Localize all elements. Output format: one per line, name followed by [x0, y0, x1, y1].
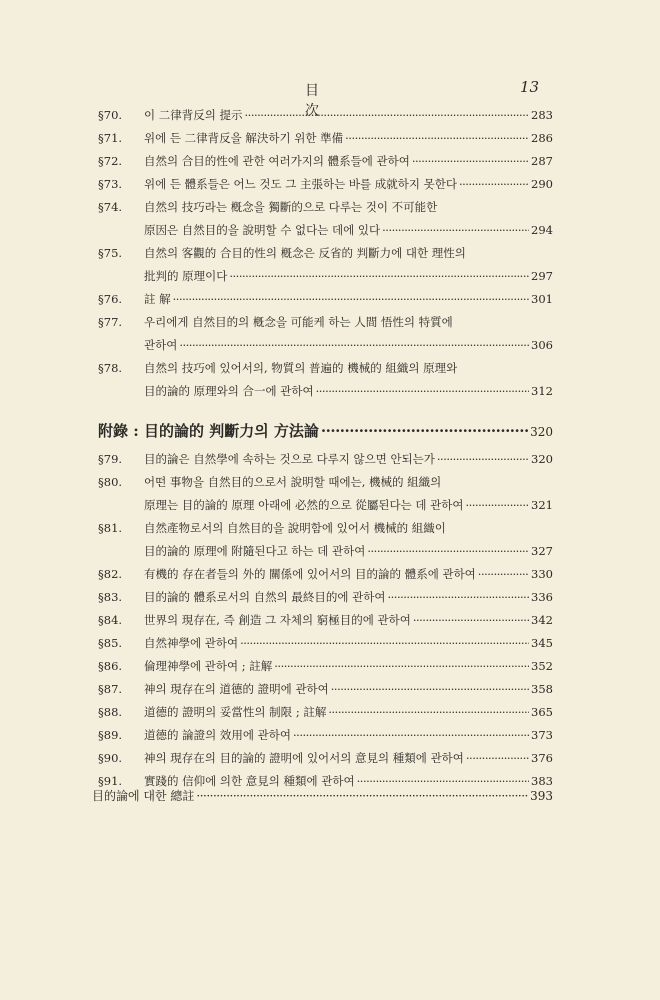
entry-title: 관하여 — [144, 338, 178, 352]
entry-page: 330 — [531, 567, 553, 581]
entry-title: 神의 現存在의 道德的 證明에 관하여 — [144, 682, 329, 696]
leader-dots — [229, 266, 529, 286]
section-number: §82. — [98, 567, 123, 581]
entry-title: 目的論的 原理에 附隨된다고 하는 데 관하여 — [144, 544, 366, 558]
entry-title: 自然의 客觀的 合目的性의 槪念은 反省的 判斷力에 대한 理性의 — [144, 246, 466, 260]
entry-page: 287 — [531, 154, 553, 168]
toc-entry — [98, 610, 553, 633]
leader-dots — [179, 335, 529, 355]
entry-title: 自然產物로서의 自然目的을 說明함에 있어서 機械的 組織이 — [144, 521, 446, 535]
entry-title: 위에 든 二律背反을 解決하기 위한 準備 — [144, 131, 344, 145]
entry-page: 290 — [531, 177, 553, 191]
toc-entry — [98, 151, 553, 174]
toc-entry — [98, 312, 553, 358]
entry-title: 註 解 — [144, 292, 171, 306]
toc-entry — [98, 105, 553, 128]
toc-entry-line — [98, 174, 553, 197]
toc-entry — [98, 358, 553, 404]
entry-title: 批判的 原理이다 — [144, 269, 228, 283]
leader-dots — [274, 656, 529, 676]
toc-entry — [98, 472, 553, 518]
toc-entry — [98, 725, 553, 748]
entry-page: 301 — [531, 292, 553, 306]
leader-dots — [316, 381, 529, 401]
entry-page: 321 — [531, 498, 553, 512]
section-number: §77. — [98, 315, 123, 329]
leader-dots — [345, 128, 529, 148]
entry-page: 376 — [531, 751, 553, 765]
toc-entry-line — [98, 702, 553, 725]
toc-entry-line — [98, 449, 553, 472]
leader-dots — [293, 725, 529, 745]
toc-entry-line — [98, 495, 553, 518]
toc-entry-line — [98, 312, 553, 335]
section-number: §86. — [98, 659, 123, 673]
toc-entry-line — [98, 633, 553, 656]
section-number: §76. — [98, 292, 123, 306]
toc-entry — [98, 633, 553, 656]
entry-title: 實踐的 信仰에 의한 意見의 種類에 관하여 — [144, 774, 355, 788]
toc-entry-line — [98, 128, 553, 151]
entry-page: 352 — [531, 659, 553, 673]
entry-title: 目的論的 原理와의 合一에 관하여 — [144, 384, 314, 398]
leader-dots — [245, 105, 530, 125]
entry-page: 336 — [531, 590, 553, 604]
entry-page: 286 — [531, 131, 553, 145]
toc-entry — [98, 449, 553, 472]
appendix-title: 附錄 : 目的論的 判斷力의 方法論 — [98, 422, 319, 440]
leader-dots — [412, 151, 529, 171]
entry-title: 目的論은 自然學에 속하는 것으로 다루지 않으면 안되는가 — [144, 452, 435, 466]
leader-dots — [196, 789, 528, 803]
section-number: §75. — [98, 246, 123, 260]
section-number: §74. — [98, 200, 123, 214]
section-number: §84. — [98, 613, 123, 627]
section-number: §73. — [98, 177, 123, 191]
entry-title: 道德的 證明의 妥當性의 制限 ; 註解 — [144, 705, 327, 719]
appendix-heading — [98, 420, 553, 446]
section-number: §72. — [98, 154, 123, 168]
leader-dots — [459, 174, 529, 194]
entry-page: 320 — [531, 452, 553, 466]
leader-dots — [331, 679, 529, 699]
entry-page: 373 — [531, 728, 553, 742]
entry-title: 倫理神學에 관하여 ; 註解 — [144, 659, 273, 673]
entry-title: 目的論的 體系로서의 自然의 最終目的에 관하여 — [144, 590, 386, 604]
section-number: §88. — [98, 705, 123, 719]
toc-entry-line — [98, 564, 553, 587]
leader-dots — [173, 289, 529, 309]
entry-title: 이 二律背反의 提示 — [144, 108, 243, 122]
entry-page: 383 — [531, 774, 553, 788]
section-number: §81. — [98, 521, 123, 535]
toc-entry-line — [98, 266, 553, 289]
final-entry-title: 目的論에 대한 總註 — [92, 789, 195, 803]
leader-dots — [478, 564, 529, 584]
section-number: §87. — [98, 682, 123, 696]
leader-dots — [437, 449, 529, 469]
entry-title: 原因은 自然目的을 說明할 수 없다는 데에 있다 — [144, 223, 381, 237]
entry-title: 有機的 存在者들의 外的 關係에 있어서의 目的論的 體系에 관하여 — [144, 567, 476, 581]
toc-entry — [98, 702, 553, 725]
leader-dots — [466, 748, 529, 768]
section-number: §78. — [98, 361, 123, 375]
entry-title: 自然神學에 관하여 — [144, 636, 239, 650]
toc-entry — [98, 197, 553, 243]
entry-title: 우리에게 自然目的의 槪念을 可能케 하는 人間 悟性의 特質에 — [144, 315, 453, 329]
toc-entry — [98, 564, 553, 587]
toc-entry-line — [98, 472, 553, 495]
entry-title: 自然의 技巧에 있어서의, 物質의 普遍的 機械的 組織의 原理와 — [144, 361, 458, 375]
entry-page: 345 — [531, 636, 553, 650]
toc-entry-line — [98, 243, 553, 266]
entry-title: 어떤 事物을 自然目的으로서 說明할 때에는, 機械的 組織의 — [144, 475, 442, 489]
entry-page: 327 — [531, 544, 553, 558]
toc-entry — [98, 518, 553, 564]
running-header-title: 目 次 — [305, 83, 341, 119]
toc-entry-line — [98, 358, 553, 381]
section-number: §83. — [98, 590, 123, 604]
toc-entry-line — [98, 381, 553, 404]
entry-title: 世界의 現存在, 즉 創造 그 자체의 窮極目的에 관하여 — [144, 613, 411, 627]
leader-dots — [466, 495, 530, 515]
toc-entry-line — [98, 541, 553, 564]
toc-entry — [98, 679, 553, 702]
entry-page: 358 — [531, 682, 553, 696]
toc-entry-line — [98, 335, 553, 358]
toc-entry — [98, 128, 553, 151]
leader-dots — [328, 702, 529, 722]
entry-page: 283 — [531, 108, 553, 122]
toc-entry — [98, 174, 553, 197]
section-number: §90. — [98, 751, 123, 765]
final-entry — [92, 787, 553, 810]
toc-entry-line — [98, 105, 553, 128]
toc-entry-line — [98, 518, 553, 541]
toc-entry-line — [98, 725, 553, 748]
toc-entry-line — [98, 220, 553, 243]
section-number: §79. — [98, 452, 123, 466]
section-number: §71. — [98, 131, 123, 145]
entry-title: 道德的 論證의 效用에 관하여 — [144, 728, 292, 742]
toc-entry — [98, 289, 553, 312]
leader-dots — [388, 587, 530, 607]
toc-entry-line — [98, 587, 553, 610]
section-number: §91. — [98, 774, 123, 788]
toc-entry-line — [98, 656, 553, 679]
section-number: §85. — [98, 636, 123, 650]
toc-entry — [98, 587, 553, 610]
entry-page: 312 — [531, 384, 553, 398]
toc-entry — [98, 656, 553, 679]
entry-title: 神의 現存在의 目的論的 證明에 있어서의 意見의 種類에 관하여 — [144, 751, 464, 765]
toc-entry — [98, 243, 553, 289]
leader-dots — [413, 610, 529, 630]
toc-entry-line — [98, 197, 553, 220]
entry-page: 297 — [531, 269, 553, 283]
toc-entry-line — [98, 151, 553, 174]
entry-page: 342 — [531, 613, 553, 627]
section-number: §80. — [98, 475, 123, 489]
page-number: 13 — [520, 78, 540, 96]
leader-dots — [321, 422, 528, 440]
leader-dots — [382, 220, 529, 240]
section-number: §89. — [98, 728, 123, 742]
entry-title: 自然의 技巧라는 槪念을 獨斷的으로 다루는 것이 不可能한 — [144, 200, 438, 214]
entry-title: 위에 든 體系들은 어느 것도 그 主張하는 바를 成就하지 못한다 — [144, 177, 457, 191]
toc-entry-line — [98, 610, 553, 633]
toc-entry-line — [98, 748, 553, 771]
entry-page: 294 — [531, 223, 553, 237]
entry-page: 306 — [531, 338, 553, 352]
entry-title: 自然의 合目的性에 관한 여러가지의 體系들에 관하여 — [144, 154, 410, 168]
entry-title: 原理는 目的論的 原理 아래에 必然的으로 從屬된다는 데 관하여 — [144, 498, 464, 512]
final-entry-page: 393 — [530, 789, 553, 803]
toc-entry — [98, 748, 553, 771]
leader-dots — [367, 541, 529, 561]
entry-page: 365 — [531, 705, 553, 719]
appendix-page: 320 — [530, 425, 553, 439]
toc-entry-line — [98, 289, 553, 312]
toc-entry-line — [98, 679, 553, 702]
leader-dots — [240, 633, 529, 653]
section-number: §70. — [98, 108, 123, 122]
